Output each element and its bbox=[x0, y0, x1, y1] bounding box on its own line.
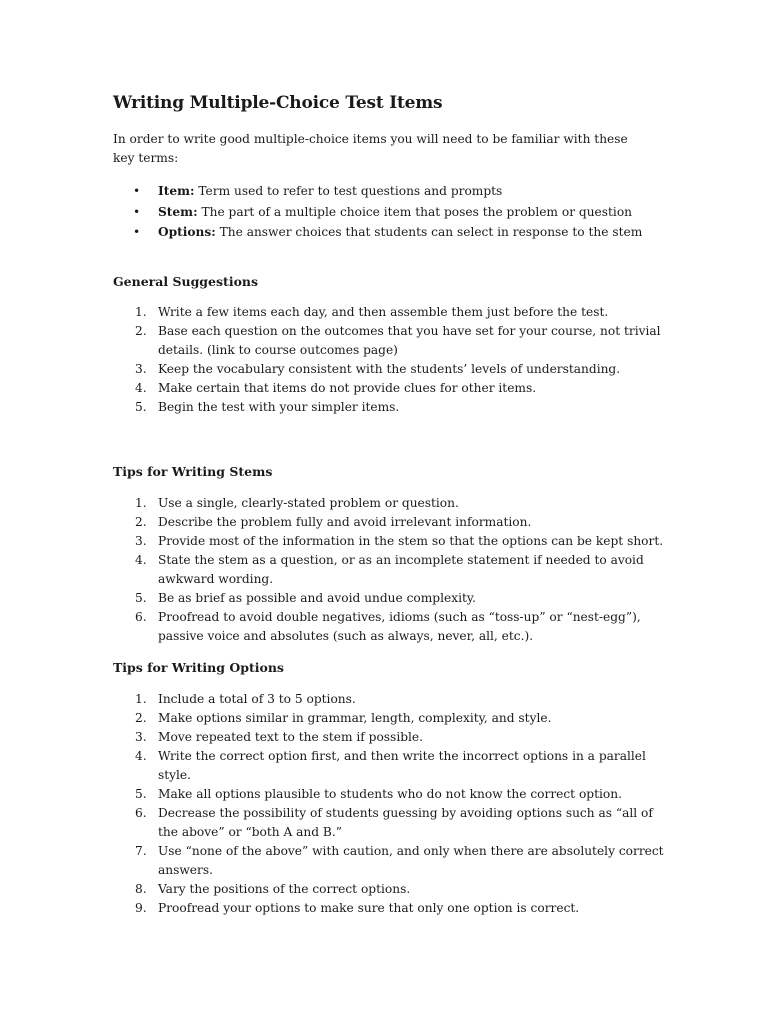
term-label: Options: bbox=[158, 225, 216, 239]
bullet-icon: • bbox=[133, 184, 141, 198]
intro-paragraph: In order to write good multiple-choice items you will need to be familiar with these key terms: bbox=[113, 132, 628, 165]
item-number: 2. bbox=[135, 514, 147, 529]
list-item bbox=[113, 804, 673, 842]
list-item bbox=[113, 322, 673, 360]
bullet-icon: • bbox=[133, 204, 141, 219]
list-item bbox=[113, 398, 673, 417]
list-item bbox=[113, 379, 673, 398]
list-item bbox=[113, 899, 673, 918]
bullet-icon: • bbox=[133, 225, 141, 239]
list-item bbox=[113, 747, 673, 785]
term-label: Stem: bbox=[158, 204, 198, 219]
item-text: Begin the test with your simpler items. bbox=[158, 399, 400, 414]
key-term-item bbox=[113, 222, 673, 243]
item-number: 4. bbox=[135, 380, 147, 395]
stems-tips-list bbox=[113, 494, 673, 646]
item-number: 1. bbox=[135, 495, 147, 510]
item-number: 1. bbox=[135, 304, 147, 319]
list-item bbox=[113, 880, 673, 899]
term-label: Item: bbox=[158, 184, 195, 198]
item-text: Keep the vocabulary consistent with the students’ levels of understanding. bbox=[158, 361, 621, 376]
list-item bbox=[113, 532, 673, 551]
item-number: 3. bbox=[135, 533, 147, 548]
item-number: 2. bbox=[135, 323, 147, 338]
item-number: 5. bbox=[135, 590, 147, 605]
item-number: 9. bbox=[135, 900, 147, 915]
key-terms-list bbox=[113, 181, 673, 243]
section-heading-general: General Suggestions bbox=[113, 273, 259, 289]
item-number: 4. bbox=[135, 748, 147, 763]
item-number: 2. bbox=[135, 710, 147, 725]
list-item bbox=[113, 842, 673, 880]
section-heading-stems: Tips for Writing Stems bbox=[113, 463, 273, 479]
item-number: 4. bbox=[135, 552, 147, 567]
key-term-item bbox=[113, 202, 673, 223]
list-item bbox=[113, 551, 673, 589]
item-number: 3. bbox=[135, 729, 147, 744]
list-item bbox=[113, 785, 673, 804]
key-term-item bbox=[113, 181, 673, 202]
item-number: 7. bbox=[135, 843, 147, 858]
item-number: 5. bbox=[135, 786, 147, 801]
item-text: Make all options plausible to students who do not know the correct option. bbox=[158, 786, 622, 801]
term-definition: The answer choices that students can select in response to the stem bbox=[215, 225, 643, 239]
general-suggestions-list bbox=[113, 303, 673, 417]
item-text: Write the correct option first, and then write the incorrect options in a parallel style. bbox=[158, 748, 646, 782]
item-number: 5. bbox=[135, 399, 147, 414]
item-text: Use “none of the above” with caution, and only when there are absolutely correct answers. bbox=[158, 843, 664, 877]
item-text: Provide most of the information in the stem so that the options can be kept short. bbox=[158, 533, 664, 548]
item-text: Decrease the possibility of students guessing by avoiding options such as “all of the above” or “both A and B.” bbox=[158, 805, 653, 839]
item-text: Make options similar in grammar, length, complexity, and style. bbox=[158, 710, 552, 725]
item-number: 6. bbox=[135, 609, 147, 624]
term-definition: Term used to refer to test questions and prompts bbox=[194, 184, 503, 198]
document-page bbox=[113, 92, 673, 918]
item-text: State the stem as a question, or as an incomplete statement if needed to avoid awkward wording. bbox=[158, 552, 644, 586]
item-number: 1. bbox=[135, 691, 147, 706]
list-item bbox=[113, 360, 673, 379]
item-text: Be as brief as possible and avoid undue complexity. bbox=[158, 590, 477, 605]
list-item bbox=[113, 728, 673, 747]
list-item bbox=[113, 589, 673, 608]
item-number: 3. bbox=[135, 361, 147, 376]
list-item bbox=[113, 494, 673, 513]
item-text: Base each question on the outcomes that you have set for your course, not trivial details. (link to course outcomes page) bbox=[158, 323, 661, 357]
item-text: Describe the problem fully and avoid irrelevant information. bbox=[158, 514, 532, 529]
item-text: Make certain that items do not provide clues for other items. bbox=[158, 380, 537, 395]
list-item bbox=[113, 303, 673, 322]
item-text: Write a few items each day, and then assemble them just before the test. bbox=[158, 304, 609, 319]
item-text: Proofread your options to make sure that only one option is correct. bbox=[158, 900, 580, 915]
document-title: Writing Multiple-Choice Test Items bbox=[113, 93, 443, 113]
list-item bbox=[113, 690, 673, 709]
item-text: Move repeated text to the stem if possible. bbox=[158, 729, 424, 744]
item-text: Include a total of 3 to 5 options. bbox=[158, 691, 356, 706]
term-definition: The part of a multiple choice item that poses the problem or question bbox=[197, 204, 633, 219]
item-text: Proofread to avoid double negatives, idioms (such as “toss-up” or “nest-egg”), passive voice and absolutes (such as always, never, all, etc.). bbox=[158, 609, 641, 643]
list-item bbox=[113, 709, 673, 728]
item-text: Use a single, clearly-stated problem or question. bbox=[158, 495, 459, 510]
item-text: Vary the positions of the correct options. bbox=[158, 881, 411, 896]
options-tips-list bbox=[113, 690, 673, 918]
list-item bbox=[113, 513, 673, 532]
item-number: 6. bbox=[135, 805, 147, 820]
list-item bbox=[113, 608, 673, 646]
section-heading-options: Tips for Writing Options bbox=[113, 659, 284, 675]
item-number: 8. bbox=[135, 881, 147, 896]
